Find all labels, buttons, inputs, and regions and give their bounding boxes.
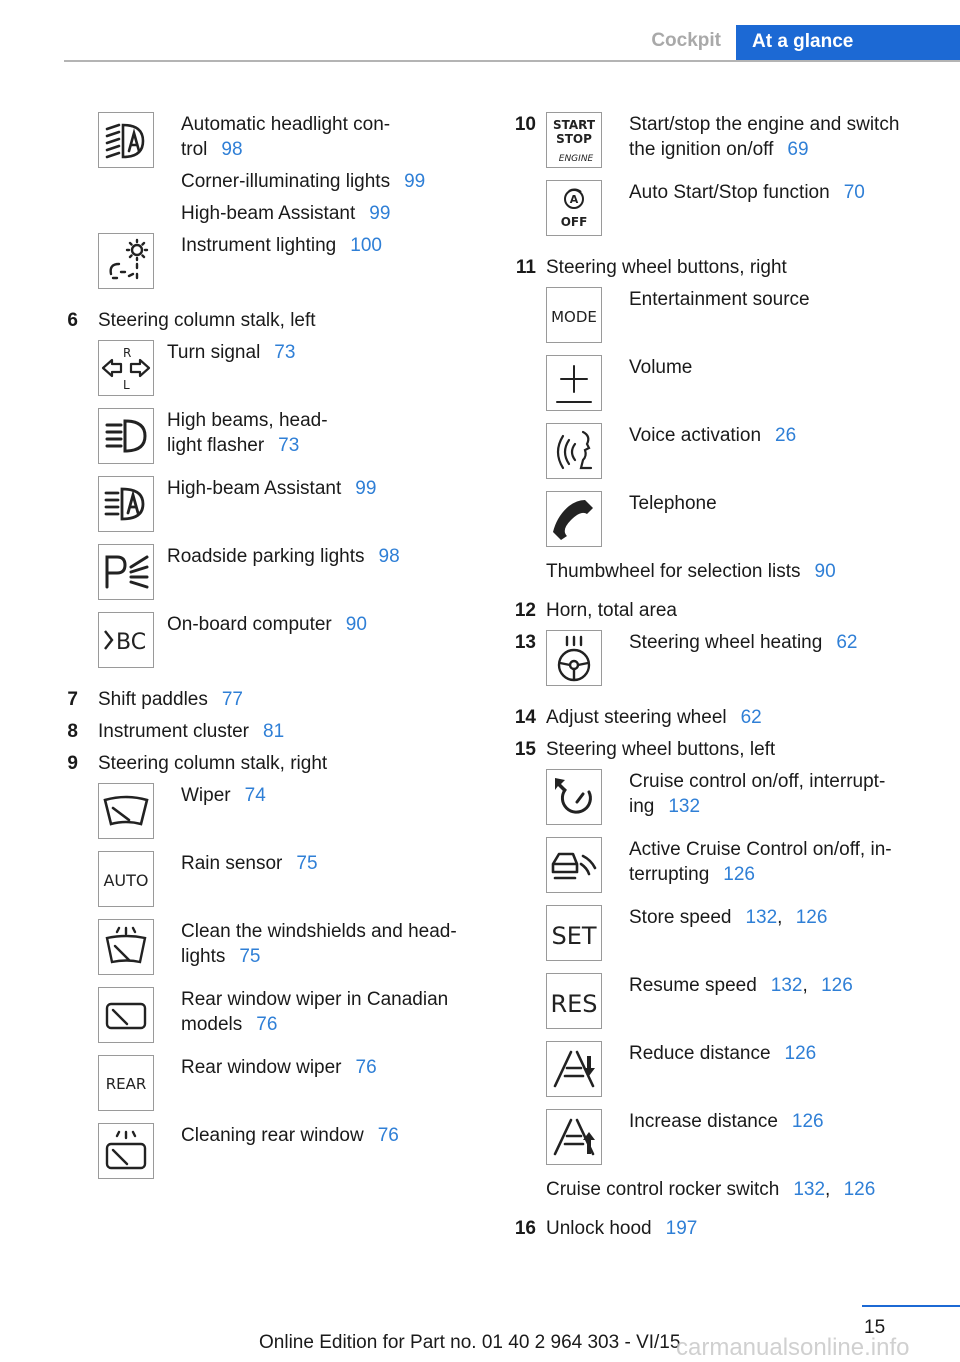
high-beam-assist-text — [181, 201, 390, 226]
page-ref[interactable]: 62 — [740, 707, 762, 728]
page-header — [0, 0, 960, 62]
res-icon-label: RES — [550, 990, 598, 1018]
steering-heating-text — [629, 630, 857, 655]
high-beam-assist-2-label: High-beam Assistant — [167, 478, 342, 499]
page-ref[interactable]: 70 — [843, 182, 865, 203]
page-ref[interactable]: 90 — [345, 614, 367, 635]
increase-distance-text — [629, 1109, 824, 1134]
page-ref[interactable]: 90 — [814, 561, 836, 582]
header-tab: At a glance — [736, 25, 960, 62]
steering-heating-label: Steering wheel heating — [629, 632, 823, 653]
wiper-icon — [98, 783, 154, 839]
start-stop-icon-line3: ENGINE — [558, 154, 594, 164]
cruise-onoff-label-2: ing — [629, 796, 655, 817]
telephone-icon — [546, 491, 602, 547]
reduce-distance-text — [629, 1041, 816, 1066]
store-speed-text: Store speed 132, 126 — [629, 907, 828, 928]
page-ref[interactable]: 76 — [256, 1014, 278, 1035]
rear-washer-icon — [98, 1123, 154, 1179]
svg-text:R: R — [123, 346, 132, 360]
auto-start-stop-text — [629, 180, 865, 205]
item8-label: Instrument cluster — [98, 721, 249, 742]
page-ref[interactable]: 73 — [274, 342, 296, 363]
high-beam-icon — [98, 408, 154, 464]
acc-onoff-text — [629, 837, 892, 887]
parking-lights-icon — [98, 544, 154, 600]
page-ref[interactable]: 73 — [278, 435, 300, 456]
auto-start-stop-icon — [546, 180, 602, 236]
item-number: 16 — [514, 1218, 536, 1239]
svg-text:L: L — [123, 378, 130, 392]
auto-headlight-label: Automatic headlight con‐ — [181, 114, 391, 135]
rocker-text: Cruise control rocker switch 132, 126 — [546, 1179, 876, 1200]
onboard-computer-text — [167, 612, 367, 637]
item-number: 14 — [514, 707, 536, 728]
steering-heating-icon — [546, 630, 602, 686]
rear-wiper-ca-text — [181, 987, 448, 1037]
item7-text — [98, 687, 243, 712]
corner-lights-text — [181, 169, 425, 194]
page-ref[interactable]: 132 — [770, 975, 803, 996]
rear-wiper-ca-icon — [98, 987, 154, 1043]
washer-icon — [98, 919, 154, 975]
acc-onoff-label: Active Cruise Control on/off, in‐ — [629, 839, 892, 860]
page-ref[interactable]: 76 — [355, 1057, 377, 1078]
reduce-distance-label: Reduce distance — [629, 1043, 771, 1064]
item-number: 7 — [67, 689, 78, 710]
page-number: 15 — [864, 1317, 886, 1338]
set-icon-label: SET — [551, 922, 597, 950]
high-beams-text — [167, 408, 328, 458]
high-beams-label-2: light flasher — [167, 435, 265, 456]
page-ref[interactable]: 126 — [791, 1111, 824, 1132]
onboard-computer-icon-label: BC — [116, 630, 147, 655]
corner-lights-label: Corner-illuminating lights — [181, 171, 391, 192]
header-rule — [64, 60, 960, 62]
mode-icon — [546, 287, 602, 343]
page-ref[interactable]: 126 — [784, 1043, 817, 1064]
parking-lights-text — [167, 544, 400, 569]
item12-text: Horn, total area — [546, 600, 677, 621]
item14-text — [546, 705, 762, 730]
thumbwheel-text — [546, 559, 836, 584]
auto-start-stop-icon-label: OFF — [560, 215, 588, 229]
turn-signal-icon — [98, 340, 154, 396]
item7-label: Shift paddles — [98, 689, 208, 710]
reduce-distance-icon — [546, 1041, 602, 1097]
page-ref[interactable]: 126 — [821, 975, 853, 996]
footer-rule — [862, 1305, 960, 1307]
rear-wiper-label: Rear window wiper — [181, 1057, 342, 1078]
rain-sensor-text — [181, 851, 318, 876]
high-beams-label: High beams, head‐ — [167, 410, 328, 431]
voice-label: Voice activation — [629, 425, 762, 446]
header-section: Cockpit — [651, 30, 721, 51]
page-ref[interactable]: 126 — [723, 864, 755, 885]
parking-lights-label: Roadside parking lights — [167, 546, 365, 567]
voice-icon — [546, 423, 602, 479]
item16-label: Unlock hood — [546, 1218, 652, 1239]
item-number: 8 — [67, 721, 78, 742]
clean-windshield-label: Clean the windshields and head‐ — [181, 921, 457, 942]
high-beam-assist-2-text — [167, 476, 376, 501]
page-ref[interactable]: 75 — [296, 853, 318, 874]
item-number: 13 — [514, 632, 536, 653]
cruise-onoff-text — [629, 769, 885, 819]
rear-wiper-text — [181, 1055, 377, 1080]
page-ref[interactable]: 132 — [668, 796, 701, 817]
auto-headlight-icon — [98, 112, 154, 168]
instrument-lighting-text — [181, 233, 382, 258]
rocker-label: Cruise control rocker switch — [546, 1179, 780, 1200]
item-number: 15 — [514, 739, 536, 760]
voice-text — [629, 423, 796, 448]
item16-text — [546, 1216, 697, 1241]
resume-speed-label: Resume speed — [629, 975, 757, 996]
auto-start-stop-icon-letter: A — [569, 193, 579, 206]
rain-sensor-icon-label: AUTO — [103, 871, 149, 890]
item14-label: Adjust steering wheel — [546, 707, 727, 728]
volume-text: Volume — [629, 357, 693, 378]
turn-signal-label: Turn signal — [167, 342, 261, 363]
telephone-text: Telephone — [629, 493, 717, 514]
acc-onoff-label-2: terrupting — [629, 864, 710, 885]
start-stop-label-2: the ignition on/off — [629, 139, 774, 160]
item8-text — [98, 719, 284, 744]
page-ref[interactable]: 126 — [795, 907, 828, 928]
active-cruise-icon — [546, 837, 602, 893]
rain-sensor-label: Rain sensor — [181, 853, 283, 874]
start-stop-icon-line1: START — [552, 118, 596, 132]
page-ref[interactable]: 99 — [355, 478, 377, 499]
page-ref[interactable]: 75 — [239, 946, 261, 967]
rear-wiper-icon-label: REAR — [105, 1075, 147, 1093]
page-ref[interactable]: 74 — [244, 785, 266, 806]
cruise-onoff-label: Cruise control on/off, interrupt‐ — [629, 771, 886, 792]
clean-windshield-label-2: lights — [181, 946, 226, 967]
page-ref[interactable]: 81 — [263, 721, 285, 742]
item-number: 9 — [67, 753, 78, 774]
page-ref[interactable]: 132 — [793, 1179, 826, 1200]
page-ref[interactable]: 26 — [775, 425, 797, 446]
high-beam-assist-label: High-beam Assistant — [181, 203, 356, 224]
wiper-label: Wiper — [181, 785, 231, 806]
page-ref[interactable]: 98 — [378, 546, 400, 567]
instrument-lighting-icon — [98, 233, 154, 289]
page-ref[interactable]: 69 — [787, 139, 809, 160]
set-icon — [546, 905, 602, 961]
cruise-control-icon — [546, 769, 602, 825]
clean-windshield-text — [181, 919, 457, 969]
cleaning-rear-text — [181, 1123, 399, 1148]
edition-text: Online Edition for Part no. 01 40 2 964 303 - VI/15 — [259, 1332, 681, 1353]
page-ref[interactable]: 76 — [377, 1125, 399, 1146]
item-number: 6 — [67, 310, 78, 331]
page-ref[interactable]: 62 — [836, 632, 858, 653]
auto-headlight-label-2: trol — [181, 139, 208, 160]
mode-icon-label: MODE — [551, 308, 597, 326]
increase-distance-label: Increase distance — [629, 1111, 778, 1132]
auto-start-stop-label: Auto Start/Stop function — [629, 182, 830, 203]
item-number: 11 — [515, 257, 536, 278]
entertainment-text: Entertainment source — [629, 289, 810, 310]
page-ref[interactable]: 98 — [221, 139, 243, 160]
item-number: 10 — [514, 114, 536, 135]
start-stop-icon — [546, 112, 602, 168]
thumbwheel-label: Thumbwheel for selection lists — [546, 561, 801, 582]
start-stop-text — [629, 112, 899, 162]
page-ref[interactable]: 77 — [221, 689, 243, 710]
item6-text: Steering column stalk, left — [98, 310, 316, 331]
page-ref[interactable]: 197 — [665, 1218, 698, 1239]
instrument-lighting-label: Instrument lighting — [181, 235, 337, 256]
page-ref[interactable]: 99 — [369, 203, 391, 224]
page-ref[interactable]: 126 — [843, 1179, 876, 1200]
item11-text: Steering wheel buttons, right — [546, 257, 787, 278]
start-stop-label: Start/stop the engine and switch — [629, 114, 900, 135]
resume-speed-text: Resume speed 132, 126 — [629, 975, 853, 996]
start-stop-icon-line2: STOP — [556, 132, 592, 146]
item9-text: Steering column stalk, right — [98, 753, 328, 774]
auto-headlight-text — [181, 112, 390, 162]
onboard-computer-icon — [98, 612, 154, 668]
res-icon — [546, 973, 602, 1029]
rear-wiper-icon — [98, 1055, 154, 1111]
wiper-text — [181, 783, 266, 808]
page-ref[interactable]: 132 — [745, 907, 778, 928]
page-ref[interactable]: 99 — [404, 171, 426, 192]
volume-icon — [546, 355, 602, 411]
onboard-computer-label: On-board computer — [167, 614, 332, 635]
watermark: carmanualsonline.info — [676, 1334, 910, 1361]
item15-text: Steering wheel buttons, left — [546, 739, 776, 760]
turn-signal-text — [167, 340, 295, 365]
cleaning-rear-label: Cleaning rear window — [181, 1125, 364, 1146]
store-speed-label: Store speed — [629, 907, 732, 928]
rear-wiper-ca-label-2: models — [181, 1014, 243, 1035]
rain-sensor-icon — [98, 851, 154, 907]
increase-distance-icon — [546, 1109, 602, 1165]
rear-wiper-ca-label: Rear window wiper in Canadian — [181, 989, 449, 1010]
page-ref[interactable]: 100 — [350, 235, 382, 256]
item-number: 12 — [514, 600, 536, 621]
high-beam-assistant-icon — [98, 476, 154, 532]
